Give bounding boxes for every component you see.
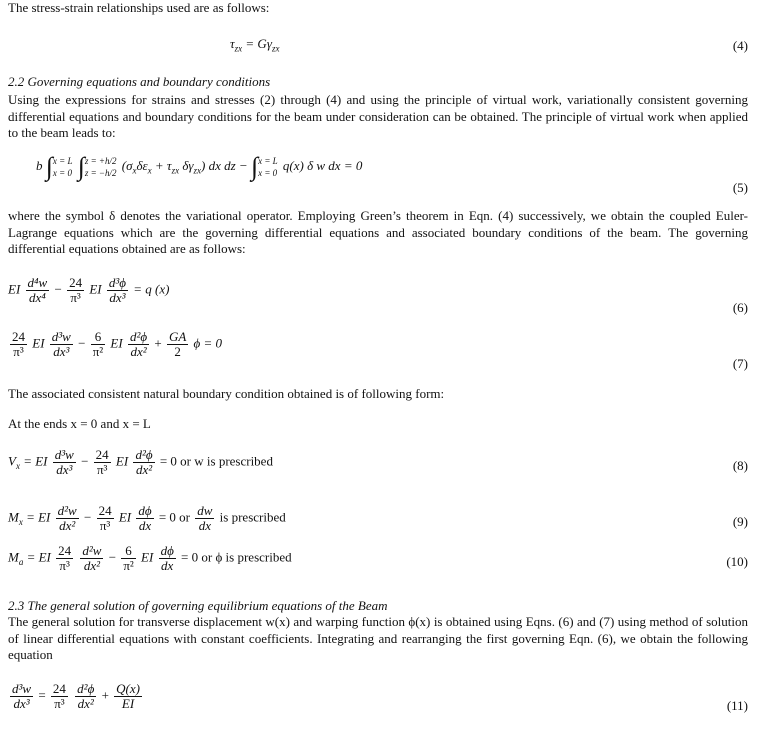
equation-number: (8) xyxy=(732,458,748,473)
equation-4: $\tau_{zx} = G\gamma_{zx}$ (4) xyxy=(230,36,748,54)
fraction: $\frac{\text{d²ϕ}}{\text{dx²}}$ xyxy=(77,681,95,711)
equation-number: (10) xyxy=(726,554,748,569)
equation-10: $M_a$ = EI $\frac{24}{\text{π³}}$ $\frac{\text{d²w}}{\text{dx²}}$ − $\frac{6}{\text{π²}}$ EI $\frac{d\phi}{dx}$ = 0 or ϕ is prescribed (10) xyxy=(8,543,748,573)
equation-5: b ∫ x = L x = 0 ∫ z = +h/2 z = −h/2 ($\sigma_x\delta\varepsilon_x + \tau_{zx}$ $\delta\gamma_{zx}$) dx dz − ∫ x = L x = 0 q(x) δ w dx = 0 (5) xyxy=(36,152,748,195)
equation-8: $V_x$ = EI $\frac{\text{d³w}}{\text{dx³}}$ − $\frac{24}{\text{π³}}$ EI $\frac{\text{d²ϕ}}{\text{dx²}}$ = 0 or w is prescribed (8) xyxy=(8,447,748,477)
fraction: $\frac{\text{d²ϕ}}{\text{dx²}}$ xyxy=(129,329,148,359)
section-heading-2-2: 2.2 Governing equations and boundary conditions xyxy=(8,74,271,89)
fraction: $\frac{\text{d³w}}{\text{dx³}}$ xyxy=(54,447,74,477)
equation-number: (7) xyxy=(732,356,748,371)
fraction: $\frac{24}{\text{π³}}$ xyxy=(12,329,25,359)
fraction: $\frac{24}{\text{π³}}$ xyxy=(52,681,66,711)
paragraph-at-ends: At the ends x = 0 and x = L xyxy=(8,416,151,431)
fraction: $\frac{\text{d⁴w}}{\text{dx⁴}}$ xyxy=(27,275,48,305)
fraction: $\frac{\text{d²w}}{\text{dx²}}$ xyxy=(57,503,77,533)
eq4-tau: τ xyxy=(230,36,235,51)
fraction: $\frac{dw}{dx}$ xyxy=(197,503,213,533)
equation-number: (5) xyxy=(732,180,748,195)
equation-6: EI $\frac{\text{d⁴w}}{\text{dx⁴}}$ − $\frac{24}{\text{π³}}$ EI $\frac{\text{d³ϕ}}{\text{dx³}}$ = q (x) (6) xyxy=(8,275,748,315)
fraction: $\frac{\text{d³w}}{\text{dx³}}$ xyxy=(51,329,71,359)
paragraph-virtual-work: Using the expressions for strains and stresses (2) through (4) and using the principle of virtual work, variationally consistent governing differential equations and boundary conditions for the beam under consideration can be obtained. The principle of virtual work when applied to the beam leads to: xyxy=(8,92,748,140)
equation-number: (11) xyxy=(726,698,748,713)
integral-sign: ∫ xyxy=(45,152,53,181)
equation-number: (9) xyxy=(732,514,748,529)
fraction: $\frac{24}{\text{π³}}$ xyxy=(58,543,72,573)
fraction: $\frac{\text{d²w}}{\text{dx²}}$ xyxy=(82,543,102,573)
fraction: $\frac{GA}{2}$ xyxy=(168,329,187,359)
equation-number: (4) xyxy=(732,38,748,53)
fraction: $\frac{6}{\text{π²}}$ xyxy=(92,329,104,359)
fraction: $\frac{\text{d³ϕ}}{\text{dx³}}$ xyxy=(108,275,126,305)
paragraph-variational-operator: where the symbol δ denotes the variational operator. Employing Green’s theorem in Eqn. (4) successively, we obtain the coupled Euler-Lagrange equations which are the governing differential equations and associated boundary conditions of the beam. The governing differential equations obtained are as follows: xyxy=(8,208,748,256)
equation-number: (6) xyxy=(732,300,748,315)
integral-sign: ∫ xyxy=(250,152,259,181)
paragraph-general-solution: The general solution for transverse displacement w(x) and warping function ϕ(x) is obtained using Eqns. (6) and (7) using method of solution of linear differential equations with constant coefficients. Integrating and rearranging the first governing Eqn. (6), we obtain the following equation xyxy=(8,614,748,662)
fraction: $\frac{24}{\text{π³}}$ xyxy=(98,503,112,533)
paragraph-boundary-condition: The associated consistent natural boundary condition obtained is of following form: xyxy=(8,386,445,401)
fraction: $\frac{6}{\text{π²}}$ xyxy=(123,543,134,573)
fraction: $\frac{\text{d³w}}{\text{dx³}}$ xyxy=(12,681,32,711)
fraction: $\frac{Q(x)}{EI}$ xyxy=(116,681,140,711)
equation-9: $M_x$ = EI $\frac{\text{d²w}}{\text{dx²}}$ − $\frac{24}{\text{π³}}$ EI $\frac{d\phi}{dx}$ = 0 or $\frac{dw}{dx}$ is prescribed (9) xyxy=(8,503,748,533)
section-heading-2-3: 2.3 The general solution of governing equilibrium equations of the Beam xyxy=(8,598,388,613)
fraction: $\frac{24}{\text{π³}}$ xyxy=(69,275,83,305)
equation-11: $\frac{\text{d³w}}{\text{dx³}}$ = $\frac{24}{\text{π³}}$ $\frac{\text{d²ϕ}}{\text{dx²}}$ + $\frac{Q(x)}{EI}$ (11) xyxy=(12,681,748,713)
fraction: $\frac{24}{\text{π³}}$ xyxy=(95,447,109,477)
fraction: $\frac{\text{d²ϕ}}{\text{dx²}}$ xyxy=(135,447,153,477)
integral-sign: ∫ xyxy=(77,152,85,181)
equation-7: $\frac{24}{\text{π³}}$ EI $\frac{\text{d³w}}{\text{dx³}}$ − $\frac{6}{\text{π²}}$ EI $\frac{\text{d²ϕ}}{\text{dx²}}$ + $\frac{GA}{2}$ ϕ = 0 (7) xyxy=(12,329,748,371)
fraction: $\frac{d\phi}{dx}$ xyxy=(160,543,174,573)
intro-text: The stress-strain relationships used are as follows: xyxy=(8,0,270,15)
fraction: $\frac{d\phi}{dx}$ xyxy=(138,503,152,533)
